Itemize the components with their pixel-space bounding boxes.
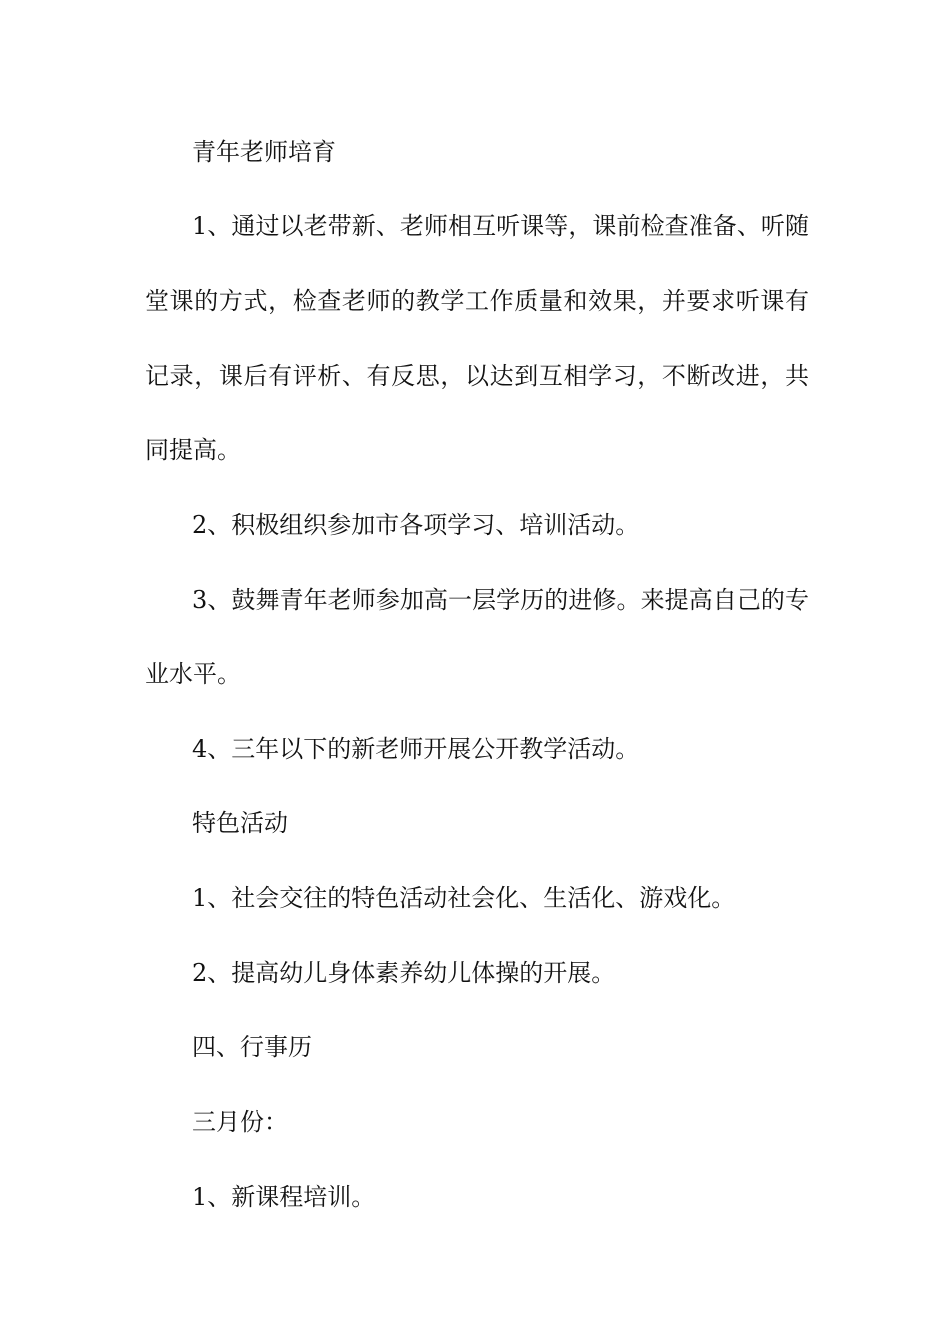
section-heading-youth-teacher-training: 青年老师培育 — [192, 138, 336, 166]
section-heading-featured-activities: 特色活动 — [192, 809, 288, 837]
paragraph-line: 2、提高幼儿身体素养幼儿体操的开展。 — [192, 959, 616, 987]
paragraph-line: 1、新课程培训。 — [192, 1183, 376, 1211]
paragraph-line: 记录，课后有评析、有反思，以达到互相学习，不断改进，共 — [145, 362, 809, 390]
paragraph-line: 1、通过以老带新、老师相互听课等，课前检查准备、听随 — [192, 212, 809, 240]
paragraph-line: 业水平。 — [145, 660, 241, 688]
month-heading: 三月份： — [192, 1108, 288, 1136]
paragraph-line: 3、鼓舞青年老师参加高一层学历的进修。来提高自己的专 — [192, 586, 809, 614]
paragraph-line: 1、社会交往的特色活动社会化、生活化、游戏化。 — [192, 884, 736, 912]
section-heading-calendar: 四、行事历 — [192, 1033, 312, 1061]
paragraph-line: 2、积极组织参加市各项学习、培训活动。 — [192, 511, 640, 539]
paragraph-line: 堂课的方式，检查老师的教学工作质量和效果，并要求听课有 — [145, 287, 809, 315]
paragraph-line: 4、三年以下的新老师开展公开教学活动。 — [192, 735, 640, 763]
paragraph-line: 同提高。 — [145, 436, 241, 464]
